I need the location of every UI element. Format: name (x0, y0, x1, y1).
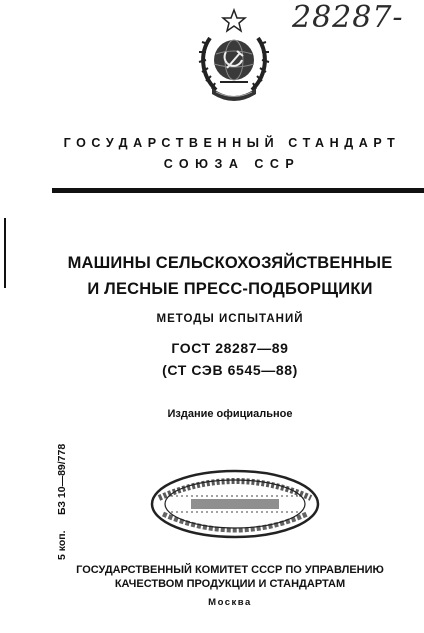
publisher-line1: ГОСУДАРСТВЕННЫЙ КОМИТЕТ СССР ПО УПРАВЛЕНИЮ (76, 564, 384, 576)
price-side-text: 5 коп. (56, 530, 68, 560)
standard-header-line2: СОЮЗА ССР (163, 157, 301, 171)
library-stamp-icon (149, 468, 321, 540)
binding-edge-mark (4, 218, 6, 288)
document-title-line1: МАШИНЫ СЕЛЬСКОХОЗЯЙСТВЕННЫЕ (67, 254, 393, 272)
gost-designation: ГОСТ 28287—89 (171, 340, 289, 356)
standard-header-line1: ГОСУДАРСТВЕННЫЙ СТАНДАРТ (63, 136, 401, 150)
st-sev-designation: (СТ СЭВ 6545—88) (162, 362, 298, 378)
document-title-line2: И ЛЕСНЫЕ ПРЕСС-ПОДБОРЩИКИ (87, 280, 373, 298)
edition-label: Издание официальное (167, 408, 293, 420)
document-subtitle: МЕТОДЫ ИСПЫТАНИЙ (156, 313, 304, 325)
ussr-state-emblem-icon (196, 8, 272, 104)
handwritten-document-number: 28287- (292, 0, 404, 35)
header-rule (52, 188, 424, 193)
publication-city: Москва (208, 597, 252, 608)
publisher-line2: КАЧЕСТВОМ ПРОДУКЦИИ И СТАНДАРТАМ (114, 578, 346, 590)
bz-side-text: БЗ 10—89/778 (56, 443, 68, 515)
